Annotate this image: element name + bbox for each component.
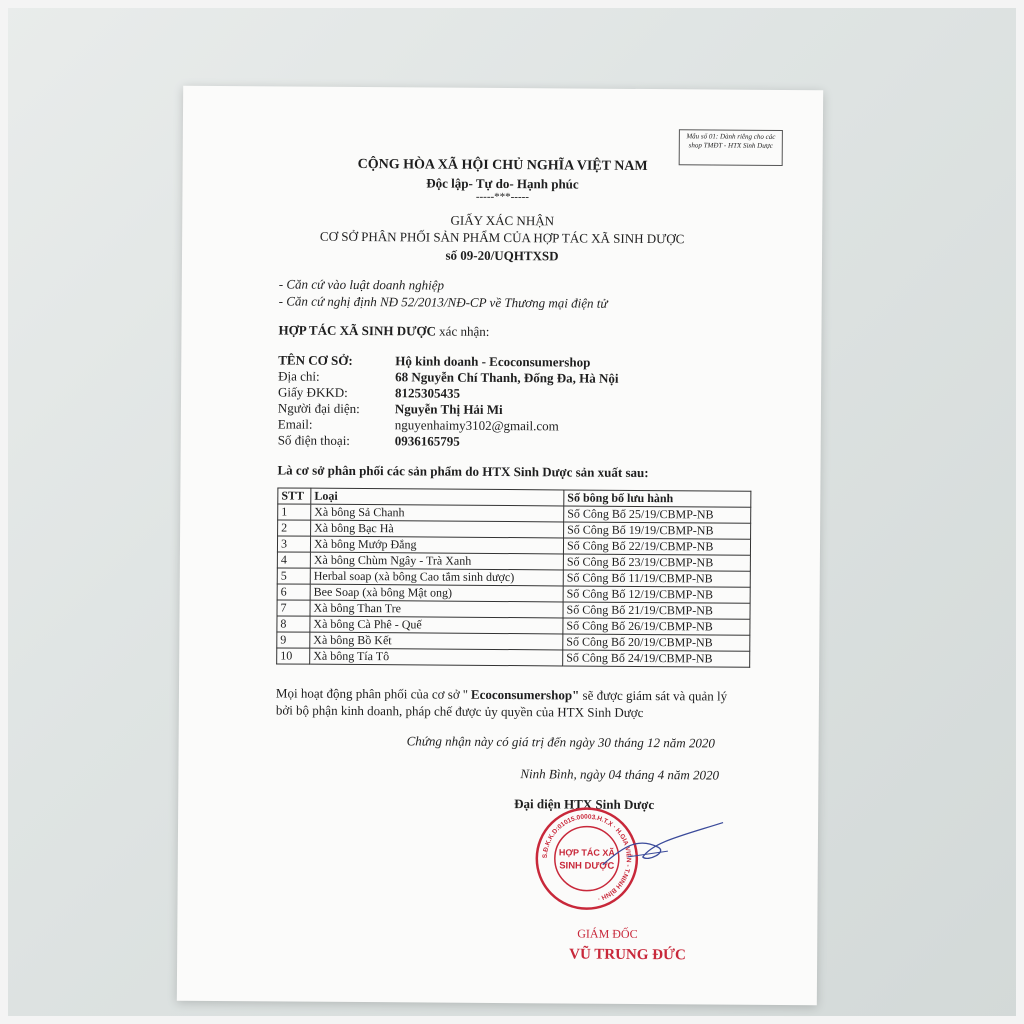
seal-center-line-2: SINH DƯỢC — [559, 860, 615, 872]
document-paper — [177, 86, 823, 1005]
row-number: Số Công Bố 12/19/CBMP-NB — [563, 586, 750, 603]
row-number: Số Công Bố 20/19/CBMP-NB — [563, 634, 750, 651]
handwritten-signature — [598, 817, 728, 878]
place-date: Ninh Bình, ngày 04 tháng 4 năm 2020 — [520, 766, 720, 783]
doc-number: số 09-20/UQHTXSD — [445, 247, 559, 264]
motto: Độc lập- Tự do- Hạnh phúc — [426, 175, 579, 192]
header-announcement: Số bông bố lưu hành — [564, 490, 751, 507]
row-stt: 10 — [277, 648, 310, 664]
name-label: TÊN CƠ SỞ: — [278, 352, 353, 368]
email-label: Email: — [277, 416, 313, 432]
row-product: Xà bông Than Tre — [310, 600, 563, 618]
row-product: Xà bông Chùm Ngây - Trà Xanh — [310, 552, 563, 570]
supervision-shop: Ecoconsumershop" — [470, 686, 580, 703]
row-product: Xà bông Sả Chanh — [311, 504, 564, 522]
row-product: Xà bông Cà Phê - Quế — [310, 616, 563, 634]
confirm-line — [278, 322, 489, 339]
row-number: Số Công Bố 25/19/CBMP-NB — [564, 506, 751, 523]
email-value: nguyenhaimy3102@gmail.com — [394, 417, 559, 434]
basis-line-1: - Căn cứ vào luật doanh nghiệp — [278, 276, 445, 293]
row-stt: 3 — [277, 536, 310, 552]
row-product: Xà bông Mướp Đắng — [310, 536, 563, 554]
row-stt: 7 — [277, 600, 310, 616]
basis-line-2: - Căn cứ nghị định NĐ 52/2013/NĐ-CP về Thương mại điện tử — [278, 293, 608, 311]
header-divider: -----***----- — [475, 190, 530, 204]
header-type: Loại — [311, 488, 564, 506]
row-stt: 4 — [277, 552, 310, 568]
row-number: Số Công Bố 24/19/CBMP-NB — [563, 650, 750, 667]
license-value: 8125305435 — [395, 385, 461, 401]
photo-border-top — [0, 0, 1024, 8]
phone-label: Số điện thoại: — [277, 432, 351, 448]
photo-border-right — [1016, 0, 1024, 1024]
phone-value: 0936165795 — [394, 433, 460, 449]
row-stt: 9 — [277, 632, 310, 648]
row-product: Xà bông Bạc Hà — [311, 520, 564, 538]
row-stt: 1 — [278, 504, 311, 520]
row-stt: 8 — [277, 616, 310, 632]
confirm-org: HỢP TÁC XÃ SINH DƯỢC — [278, 322, 437, 339]
row-number: Số Công Bố 21/19/CBMP-NB — [563, 602, 750, 619]
supervision-part2: sẽ được giám sát và quản lý bởi bộ phận kinh doanh, pháp chế được ủy quyền của HTX Sinh Dược — [275, 687, 728, 721]
country-name: CỘNG HÒA XÃ HỘI CHỦ NGHĨA VIỆT NAM — [357, 156, 648, 175]
director-name: VŨ TRUNG ĐỨC — [569, 946, 686, 964]
validity-note: Chứng nhận này có giá trị đến ngày 30 tháng 12 năm 2020 — [406, 733, 715, 751]
representative-label: Người đại diện: — [277, 400, 360, 417]
doc-title: GIẤY XÁC NHẬN — [450, 212, 555, 229]
license-label: Giấy ĐKKD: — [278, 384, 348, 400]
row-product: Herbal soap (xà bông Cao tắm sinh dược) — [310, 568, 563, 586]
row-product: Xà bông Bồ Kết — [310, 632, 563, 650]
products-table — [276, 487, 751, 667]
row-product: Bee Soap (xà bông Mật ong) — [310, 584, 563, 602]
row-number: Số Công Bố 19/19/CBMP-NB — [564, 522, 751, 539]
supervision-paragraph — [276, 684, 746, 721]
photo-border-left — [0, 0, 8, 1024]
confirm-suffix: xác nhận: — [435, 323, 490, 339]
form-note-box: Mẫu số 01: Dành riêng cho các shop TMĐT - HTX Sinh Dược — [679, 129, 783, 166]
row-number: Số Công Bố 11/19/CBMP-NB — [563, 570, 750, 587]
row-number: Số Công Bố 22/19/CBMP-NB — [563, 538, 750, 555]
doc-subtitle: CƠ SỞ PHÂN PHỐI SẢN PHẨM CỦA HỢP TÁC XÃ SINH DƯỢC — [319, 228, 685, 247]
supervision-part1: Mọi hoạt động phân phối của cơ sở '' — [275, 685, 472, 702]
row-stt: 5 — [277, 568, 310, 584]
address-value: 68 Nguyễn Chí Thanh, Đống Đa, Hà Nội — [395, 369, 619, 386]
director-title: GIÁM ĐỐC — [577, 926, 638, 941]
distributor-statement: Là cơ sở phân phối các sản phẩm do HTX Sinh Dược sản xuất sau: — [277, 462, 649, 481]
signer-title: Đại diện HTX Sinh Dược — [514, 796, 655, 813]
header-stt: STT — [278, 488, 311, 504]
row-stt: 6 — [277, 584, 310, 600]
row-product: Xà bông Tía Tô — [310, 648, 563, 666]
table-row — [277, 648, 750, 667]
row-number: Số Công Bố 26/19/CBMP-NB — [563, 618, 750, 635]
representative-value: Nguyễn Thị Hải Mi — [394, 401, 503, 418]
row-stt: 2 — [278, 520, 311, 536]
seal-ring-text: S.Đ.K.K.D:01015.00003.H.T.X · H.GIA VIỄN - T.NINH BÌNH · — [541, 813, 632, 903]
address-label: Địa chỉ: — [278, 368, 320, 384]
seal-center-line-1: HỢP TÁC XÃ — [558, 847, 615, 858]
name-value: Hộ kinh doanh - Ecoconsumershop — [395, 353, 591, 370]
row-number: Số Công Bố 23/19/CBMP-NB — [563, 554, 750, 571]
photo-border-bottom — [0, 1016, 1024, 1024]
